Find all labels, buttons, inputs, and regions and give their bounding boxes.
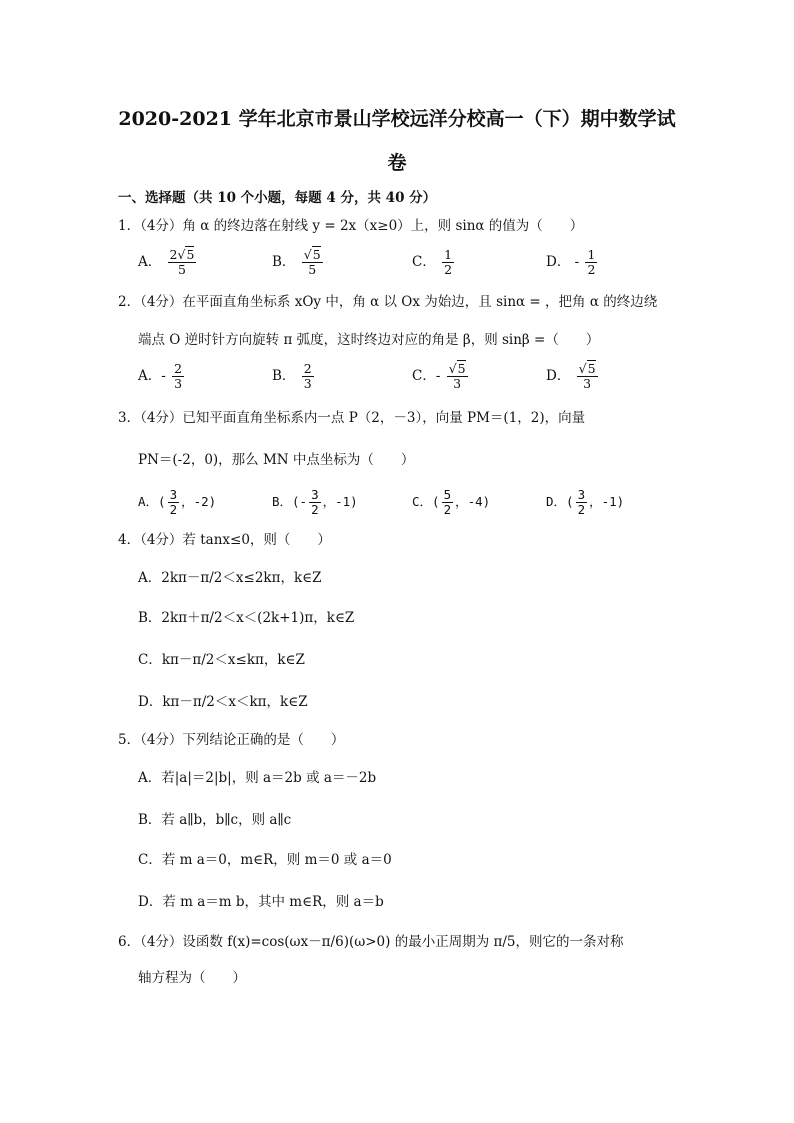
question-4-stem: 4．（4分）若 tanx≤0，则（ ）: [118, 532, 331, 548]
question-6-stem-line1: 6．（4分）设函数 f(x)=cos(ωx－π/6)(ω>0) 的最小正周期为 π/5，则它的一条对称: [118, 934, 624, 950]
q5-option-c[interactable]: C．若 m a＝0，m∈R，则 m＝0 或 a＝0: [138, 852, 392, 868]
question-3-stem-line1: 3．（4分）已知平面直角坐标系内一点 P（2，－3），向量 PM＝(1，2)，向量: [118, 410, 586, 426]
q2-option-b[interactable]: B． $\frac{2}{3}$: [272, 361, 312, 391]
q3-option-c[interactable]: C．( $\frac{5}{2}$ ，-4): [412, 487, 491, 517]
q2-option-a[interactable]: A．- $\frac{2}{3}$: [138, 361, 183, 391]
q2-option-d[interactable]: D． $\frac{√5}{3}$: [546, 361, 596, 391]
question-3-stem-line2: PN＝(-2，0)，那么 MN 中点坐标为（ ）: [138, 452, 415, 468]
question-2-stem-line2: 端点 O 逆时针方向旋转 π 弧度，这时终边对应的角是 β，则 sinβ =（ ）: [138, 332, 600, 348]
q2-option-c[interactable]: C．- $\frac{√5}{3}$: [412, 361, 466, 391]
q4-option-d[interactable]: D．kπ－π/2＜x＜kπ，k∈Z: [138, 694, 308, 710]
q1-option-d[interactable]: D． - $\frac{1}{2}$: [546, 247, 596, 277]
q4-option-b[interactable]: B．2kπ＋π/2＜x＜(2k+1)π，k∈Z: [138, 610, 355, 626]
q4-option-c[interactable]: C．kπ－π/2＜x≤kπ，k∈Z: [138, 652, 305, 668]
q1-option-c[interactable]: C． $\frac{1}{2}$: [412, 247, 453, 277]
question-6-stem-line2: 轴方程为（ ）: [138, 970, 246, 986]
document-title-line2: 卷: [387, 152, 407, 174]
section-heading: 一、选择题（共 10 个小题，每题 4 分，共 40 分）: [118, 190, 437, 206]
q3-option-d[interactable]: D．( $\frac{3}{2}$ ，-1): [546, 487, 625, 517]
document-title-line1: 2020-2021 学年北京市景山学校远洋分校高一（下）期中数学试: [118, 108, 676, 130]
q5-option-d[interactable]: D．若 m a＝m b，其中 m∈R，则 a＝b: [138, 894, 384, 910]
question-2-stem-line1: 2．（4分）在平面直角坐标系 xOy 中，角 α 以 Ox 为始边，且 sinα = ，把角 α 的终边绕: [118, 294, 658, 310]
q3-option-b[interactable]: B．(- $\frac{3}{2}$ ，-1): [272, 487, 358, 517]
q5-option-a[interactable]: A．若|a|＝2|b|，则 a＝2b 或 a＝－2b: [138, 770, 377, 786]
q1-option-b[interactable]: B． $\frac{√5}{5}$: [272, 247, 321, 277]
q5-option-b[interactable]: B．若 a∥b，b∥c，则 a∥c: [138, 812, 292, 828]
question-5-stem: 5．（4分）下列结论正确的是（ ）: [118, 732, 345, 748]
question-1-stem: 1．（4分）角 α 的终边落在射线 y = 2x（x≥0）上，则 sinα 的值为（ ）: [118, 218, 584, 234]
q1-option-a[interactable]: A． $\frac{2√5}{5}$: [138, 247, 195, 277]
q4-option-a[interactable]: A．2kπ－π/2＜x≤2kπ，k∈Z: [138, 570, 322, 586]
q3-option-a[interactable]: A．( $\frac{3}{2}$ ，-2): [138, 487, 217, 517]
